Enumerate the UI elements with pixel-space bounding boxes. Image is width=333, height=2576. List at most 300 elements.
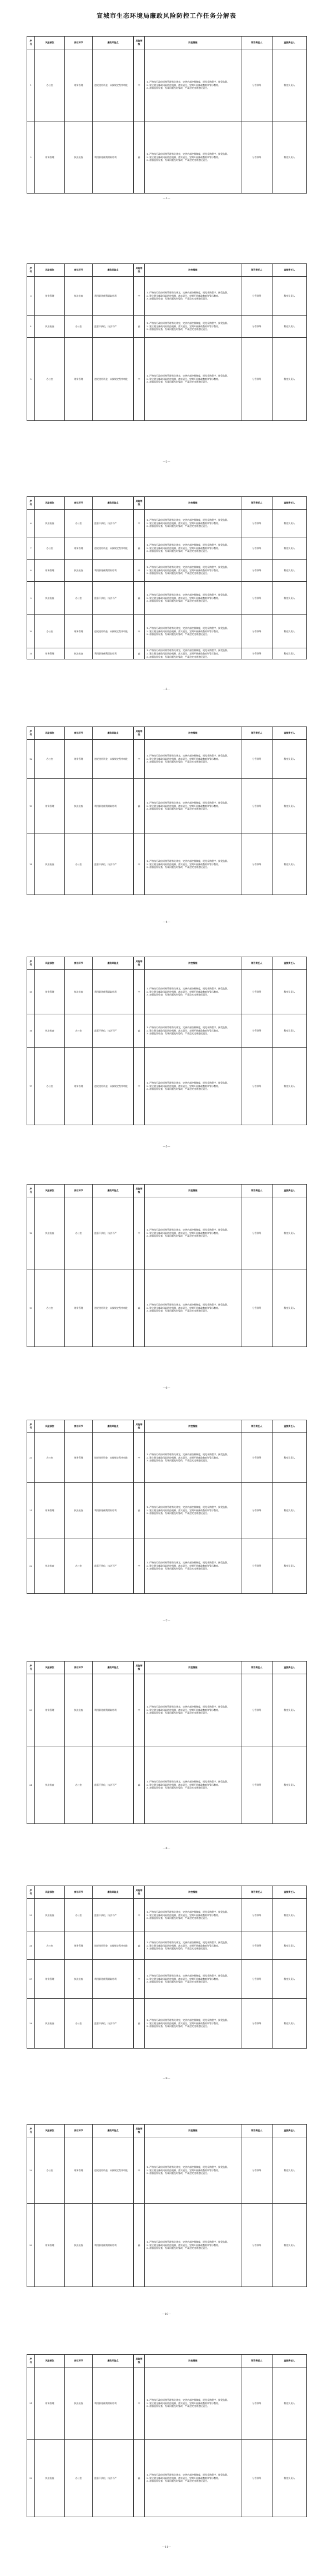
table-cell: 分管领导: [241, 560, 273, 582]
page-number: —4—: [163, 921, 170, 924]
measure-line: 3. 加强监督检查，发现问题及时整改，严肃追究违规违纪责任。: [147, 1917, 210, 1920]
table-cell: 中: [134, 1674, 145, 1746]
table-cell: [145, 648, 241, 659]
column-header: 岗位环节: [65, 1185, 93, 1197]
measure-line: 1. 严格执行政府采购管理有关规定，完善内部控制制度，规范采购程序，接受监督。: [147, 2473, 230, 2476]
measure-line: 3. 加强监督检查，发现问题及时整改，严肃追究违规违纪责任。: [147, 2172, 210, 2175]
table-cell: 中: [134, 49, 145, 121]
table-cell: [145, 510, 241, 537]
table-cell: 18: [27, 1197, 35, 1269]
column-header: 序号: [27, 37, 35, 49]
column-header: 直接责任人: [273, 1420, 307, 1433]
table-cell: 执法检查: [35, 1899, 65, 1932]
table-cell: 分管领导: [241, 2204, 273, 2287]
table-cell: [145, 970, 241, 1014]
measure-line: 3. 加强监督检查，发现问题及时整改，严肃追究违规违纪责任。: [147, 1980, 210, 1984]
table-cell: 财务管理: [65, 2137, 93, 2204]
table-cell: 财务管理: [65, 49, 93, 121]
risk-table: [27, 1886, 307, 2049]
column-header: 廉政风险点: [93, 957, 134, 970]
risk-table: [27, 726, 307, 895]
table-cell: 财务管理: [65, 615, 93, 648]
table-cell: 科室负责人: [273, 1197, 307, 1269]
table-cell: [145, 1538, 241, 1594]
column-header: 直接责任人: [273, 497, 307, 510]
table-cell: 分管领导: [241, 970, 273, 1014]
table-cell: 17: [27, 1048, 35, 1125]
measure-line: 3. 加强监督检查，发现问题及时整改，严肃追究违规违纪责任。: [147, 2480, 210, 2483]
column-header: 防控措施: [145, 1662, 241, 1674]
table-cell: 财务管理: [65, 1048, 93, 1125]
measure-line: 2. 建立健全廉政风险防控机制，落实责任，定期开展廉政教育和警示教育。: [147, 1306, 221, 1309]
table-cell: 违规使用资金，未按规定程序审批: [93, 49, 134, 121]
measure-line: 3. 加强监督检查，发现问题及时整改，严肃追究违规违纪责任。: [147, 525, 210, 528]
table-row: [27, 1483, 307, 1538]
table-cell: 15: [27, 970, 35, 1014]
table-cell: 分管领导: [241, 779, 273, 834]
measure-line: 1. 严格执行政府采购管理有关规定，完善内部控制制度，规范采购程序，接受监督。: [147, 593, 230, 596]
table-row: [27, 970, 307, 1014]
table-cell: 分管领导: [241, 2137, 273, 2204]
table-cell: [145, 1746, 241, 1824]
table-cell: 监管不到位，执法不严: [93, 834, 134, 895]
column-header: 岗位环节: [65, 2355, 93, 2367]
table-cell: 执法检查: [35, 1538, 65, 1594]
measure-line: 2. 建立健全廉政风险防控机制，落实责任，定期开展廉政教育和警示教育。: [147, 1708, 221, 1711]
measure-line: 3. 加强监督检查，发现问题及时整改，严肃追究违规违纪责任。: [147, 633, 210, 636]
table-cell: [145, 1483, 241, 1538]
column-header: 风险等级: [134, 1886, 145, 1899]
table-cell: 高: [134, 1269, 145, 1347]
table-cell: 监管不到位，执法不严: [93, 1746, 134, 1824]
measure-line: 3. 加强监督检查，发现问题及时整改，严肃追究违规违纪责任。: [147, 1567, 210, 1571]
measure-line: 1. 严格执行政府采购管理有关规定，完善内部控制制度，规范采购程序，接受监督。: [147, 1940, 230, 1944]
measure-line: 3. 加强监督检查，发现问题及时整改，严肃追究违规违纪责任。: [147, 1234, 210, 1238]
column-header: 风险部位: [35, 37, 65, 49]
column-header: 序号: [27, 1185, 35, 1197]
measure-line: 3. 加强监督检查，发现问题及时整改，严肃追究违规违纪责任。: [147, 159, 210, 162]
table-row: [27, 1999, 307, 2049]
measure-line: 1. 严格执行政府采购管理有关规定，完善内部控制制度，规范采购程序，接受监督。: [147, 1303, 230, 1306]
column-header: 防控措施: [145, 1185, 241, 1197]
column-header: 领导责任人: [241, 497, 273, 510]
page-number: —1—: [163, 197, 170, 200]
column-header: 领导责任人: [241, 957, 273, 970]
measure-line: 2. 建立健全廉政风险防控机制，落实责任，定期开展廉政教育和警示教育。: [147, 155, 221, 159]
table-cell: 办公室: [35, 338, 65, 421]
measure-line: 2. 建立健全廉政风险防控机制，落实责任，定期开展廉政教育和警示教育。: [147, 546, 221, 550]
table-cell: 财务管理: [35, 121, 65, 194]
page-number: —6—: [163, 1386, 170, 1390]
table-cell: 执法检查: [35, 510, 65, 537]
table-cell: 利用职务便利谋取私利: [93, 2204, 134, 2287]
table-cell: 科室负责人: [273, 338, 307, 421]
measure-line: 1. 严格执行政府采购管理有关规定，完善内部控制制度，规范采购程序，接受监督。: [147, 2165, 230, 2168]
table-cell: 分管领导: [241, 1014, 273, 1048]
table-cell: [145, 2204, 241, 2287]
table-cell: 科室负责人: [273, 560, 307, 582]
table-row: [27, 1674, 307, 1746]
table-cell: 执法检查: [35, 1746, 65, 1824]
table-row: [27, 1899, 307, 1932]
column-header: 直接责任人: [273, 264, 307, 277]
column-header: 领导责任人: [241, 37, 273, 49]
table-cell: 21: [27, 1483, 35, 1538]
measure-line: 3. 加强监督检查，发现问题及时整改，严肃追究违规违纪责任。: [147, 1786, 210, 1790]
column-header: 序号: [27, 2125, 35, 2137]
table-cell: 科室负责人: [273, 1483, 307, 1538]
table-cell: 执法检查: [35, 1197, 65, 1269]
table-cell: 科室负责人: [273, 277, 307, 316]
measure-line: 3. 加强监督检查，发现问题及时整改，严肃追究违规违纪责任。: [147, 599, 210, 603]
table-row: [27, 779, 307, 834]
table-cell: 办公室: [65, 1014, 93, 1048]
table-cell: 办公室: [35, 1932, 65, 1960]
column-header: 防控措施: [145, 1886, 241, 1899]
risk-table: [27, 957, 307, 1125]
table-cell: 11: [27, 648, 35, 659]
table-cell: 利用职务便利谋取私利: [93, 277, 134, 316]
table-cell: 中: [134, 740, 145, 779]
column-header: 风险部位: [35, 497, 65, 510]
column-header: 岗位环节: [65, 1662, 93, 1674]
table-cell: 分管领导: [241, 740, 273, 779]
table-cell: 4: [27, 316, 35, 338]
measure-line: 3. 加强监督检查，发现问题及时整改，严肃追究违规违纪责任。: [147, 1309, 210, 1313]
table-cell: 32: [27, 2440, 35, 2517]
column-header: 廉政风险点: [93, 264, 134, 277]
table-row: [27, 510, 307, 537]
column-header: 直接责任人: [273, 2125, 307, 2137]
measure-line: 1. 严格执行政府采购管理有关规定，完善内部控制制度，规范采购程序，接受监督。: [147, 2018, 230, 2021]
table-cell: 监管不到位，执法不严: [93, 510, 134, 537]
table-cell: 中: [134, 970, 145, 1014]
column-header: 序号: [27, 1662, 35, 1674]
table-cell: 执法检查: [65, 1674, 93, 1746]
measure-line: 2. 建立健全廉政风险防控机制，落实责任，定期开展廉政教育和警示教育。: [147, 990, 221, 993]
table-cell: 中: [134, 338, 145, 421]
table-row: [27, 1269, 307, 1347]
table-cell: 办公室: [65, 1197, 93, 1269]
table-cell: [145, 560, 241, 582]
measure-line: 3. 加强监督检查，发现问题及时整改，严肃追究违规违纪责任。: [147, 87, 210, 90]
column-header: 领导责任人: [241, 1185, 273, 1197]
measure-line: 2. 建立健全廉政风险防控机制，落实责任，定期开展廉政教育和警示教育。: [147, 1084, 221, 1088]
measure-line: 2. 建立健全廉政风险防控机制，落实责任，定期开展廉政教育和警示教育。: [147, 2168, 221, 2172]
table-cell: 中: [134, 1048, 145, 1125]
column-header: 岗位环节: [65, 2125, 93, 2137]
page-number: —3—: [163, 688, 170, 691]
measure-line: 1. 严格执行政府采购管理有关规定，完善内部控制制度，规范采购程序，接受监督。: [147, 374, 230, 377]
table-cell: 执法检查: [65, 2367, 93, 2440]
measure-line: 2. 建立健全廉政风险防控机制，落实责任，定期开展廉政教育和警示教育。: [147, 757, 221, 760]
table-cell: 分管领导: [241, 582, 273, 615]
table-cell: 财务管理: [65, 1932, 93, 1960]
table-row: [27, 1048, 307, 1125]
column-header: 直接责任人: [273, 1886, 307, 1899]
table-cell: 中: [134, 560, 145, 582]
measure-line: 1. 严格执行政府采购管理有关规定，完善内部控制制度，规范采购程序，接受监督。: [147, 152, 230, 155]
measure-line: 3. 加强监督检查，发现问题及时整改，严肃追究违规违纪责任。: [147, 380, 210, 384]
document-title: 宣城市生态环境局廉政风险防控工作任务分解表: [97, 12, 236, 19]
table-cell: 24: [27, 1746, 35, 1824]
table-cell: 财务管理: [35, 1960, 65, 1999]
table-cell: 分管领导: [241, 1483, 273, 1538]
table-cell: 财务管理: [35, 277, 65, 316]
measure-line: 2. 建立健全廉政风险防控机制，落实责任，定期开展廉政教育和警示教育。: [147, 629, 221, 633]
measure-line: 1. 严格执行政府采购管理有关规定，完善内部控制制度，规范采购程序，接受监督。: [147, 987, 230, 990]
column-header: 廉政风险点: [93, 2355, 134, 2367]
table-cell: 科室负责人: [273, 2367, 307, 2440]
table-cell: 高: [134, 779, 145, 834]
measure-line: 2. 建立健全廉政风险防控机制，落实责任，定期开展廉政教育和警示教育。: [147, 2476, 221, 2480]
measure-line: 1. 严格执行政府采购管理有关规定，完善内部控制制度，规范采购程序，接受监督。: [147, 1974, 230, 1977]
table-cell: 分管领导: [241, 834, 273, 895]
table-cell: 高: [134, 1999, 145, 2049]
table-cell: 监管不到位，执法不严: [93, 2440, 134, 2517]
table-cell: [145, 1932, 241, 1960]
column-header: 风险等级: [134, 37, 145, 49]
table-cell: 利用职务便利谋取私利: [93, 779, 134, 834]
table-cell: 分管领导: [241, 1433, 273, 1483]
measure-line: 2. 建立健全廉政风险防控机制，落实责任，定期开展廉政教育和警示教育。: [147, 521, 221, 525]
table-cell: 高: [134, 1746, 145, 1824]
table-cell: 财务管理: [35, 2367, 65, 2440]
table-cell: 科室负责人: [273, 582, 307, 615]
measure-line: 2. 建立健全廉政风险防控机制，落实责任，定期开展廉政教育和警示教育。: [147, 1508, 221, 1512]
table-cell: 财务管理: [35, 970, 65, 1014]
column-header: 廉政风险点: [93, 1886, 134, 1899]
table-cell: 利用职务便利谋取私利: [93, 560, 134, 582]
measure-line: 2. 建立健全廉政风险防控机制，落实责任，定期开展廉政教育和警示教育。: [147, 568, 221, 572]
table-cell: 财务管理: [65, 1433, 93, 1483]
table-cell: 违规使用资金，未按规定程序审批: [93, 1433, 134, 1483]
column-header: 序号: [27, 1420, 35, 1433]
measure-line: 3. 加强监督检查，发现问题及时整改，严肃追究违规违纪责任。: [147, 866, 210, 869]
table-cell: 监管不到位，执法不严: [93, 1899, 134, 1932]
measure-line: 1. 严格执行政府采购管理有关规定，完善内部控制制度，规范采购程序，接受监督。: [147, 1910, 230, 1913]
table-cell: 中: [134, 834, 145, 895]
column-header: 领导责任人: [241, 727, 273, 740]
measure-line: 2. 建立健全廉政风险防控机制，落实责任，定期开展廉政教育和警示教育。: [147, 377, 221, 380]
measure-line: 3. 加强监督检查，发现问题及时整改，严肃追究违规违纪责任。: [147, 2405, 210, 2408]
table-cell: 28: [27, 1999, 35, 2049]
column-header: 风险部位: [35, 1185, 65, 1197]
table-cell: 分管领导: [241, 1197, 273, 1269]
table-row: [27, 537, 307, 560]
table-cell: 科室负责人: [273, 2137, 307, 2204]
table-row: [27, 2137, 307, 2204]
table-cell: 分管领导: [241, 537, 273, 560]
risk-table: [27, 263, 307, 421]
measure-line: 2. 建立健全廉政风险防控机制，落实责任，定期开展廉政教育和警示教育。: [147, 2401, 221, 2405]
table-cell: 29: [27, 2137, 35, 2204]
table-cell: [145, 779, 241, 834]
table-cell: [145, 316, 241, 338]
measure-line: 2. 建立健全廉政风险防控机制，落实责任，定期开展廉政教育和警示教育。: [147, 1231, 221, 1234]
table-row: [27, 2440, 307, 2517]
page-number: —11—: [162, 2545, 171, 2549]
measure-line: 3. 加强监督检查，发现问题及时整改，严肃追究违规违纪责任。: [147, 572, 210, 575]
table-row: [27, 1014, 307, 1048]
measure-line: 3. 加强监督检查，发现问题及时整改，严肃追究违规违纪责任。: [147, 550, 210, 553]
measure-line: 1. 严格执行政府采购管理有关规定，完善内部控制制度，规范采购程序，接受监督。: [147, 565, 230, 568]
measure-line: 1. 严格执行政府采购管理有关规定，完善内部控制制度，规范采购程序，接受监督。: [147, 518, 230, 521]
table-cell: [145, 2367, 241, 2440]
table-cell: 科室负责人: [273, 648, 307, 659]
column-header: 领导责任人: [241, 264, 273, 277]
table-cell: 财务管理: [65, 338, 93, 421]
table-cell: [145, 740, 241, 779]
table-row: [27, 2204, 307, 2287]
table-cell: 办公室: [65, 316, 93, 338]
measure-line: 2. 建立健全廉政风险防控机制，落实责任，定期开展廉政教育和警示教育。: [147, 596, 221, 599]
table-cell: 办公室: [65, 1746, 93, 1824]
table-cell: 13: [27, 779, 35, 834]
table-cell: 监管不到位，执法不严: [93, 1999, 134, 2049]
table-cell: 科室负责人: [273, 510, 307, 537]
column-header: 廉政风险点: [93, 727, 134, 740]
measure-line: 2. 建立健全廉政风险防控机制，落实责任，定期开展廉政教育和警示教育。: [147, 1913, 221, 1917]
table-cell: [145, 1899, 241, 1932]
table-cell: 科室负责人: [273, 740, 307, 779]
column-header: 风险部位: [35, 2125, 65, 2137]
table-cell: 违规使用资金，未按规定程序审批: [93, 1269, 134, 1347]
table-cell: 中: [134, 2367, 145, 2440]
table-cell: 高: [134, 537, 145, 560]
table-cell: 监管不到位，执法不严: [93, 1014, 134, 1048]
table-cell: 科室负责人: [273, 49, 307, 121]
table-cell: 财务管理: [35, 560, 65, 582]
column-header: 风险部位: [35, 957, 65, 970]
risk-table: [27, 496, 307, 659]
column-header: 领导责任人: [241, 1420, 273, 1433]
table-cell: 科室负责人: [273, 970, 307, 1014]
column-header: 风险等级: [134, 957, 145, 970]
measure-line: 2. 建立健全廉政风险防控机制，落实责任，定期开展廉政教育和警示教育。: [147, 294, 221, 297]
measure-line: 1. 严格执行政府采购管理有关规定，完善内部控制制度，规范采购程序，接受监督。: [147, 801, 230, 804]
table-cell: 12: [27, 740, 35, 779]
table-cell: 监管不到位，执法不严: [93, 1538, 134, 1594]
table-cell: 办公室: [65, 1899, 93, 1932]
table-cell: 科室负责人: [273, 1899, 307, 1932]
table-cell: 科室负责人: [273, 1674, 307, 1746]
column-header: 直接责任人: [273, 727, 307, 740]
measure-line: 1. 严格执行政府采购管理有关规定，完善内部控制制度，规范采购程序，接受监督。: [147, 1228, 230, 1231]
risk-table: [27, 1661, 307, 1824]
risk-table: [27, 1420, 307, 1594]
table-cell: 科室负责人: [273, 121, 307, 194]
column-header: 防控措施: [145, 37, 241, 49]
measure-line: 3. 加强监督检查，发现问题及时整改，严肃追究违规违纪责任。: [147, 1947, 210, 1950]
table-cell: 高: [134, 582, 145, 615]
table-cell: 30: [27, 2204, 35, 2287]
table-cell: 执法检查: [65, 277, 93, 316]
column-header: 防控措施: [145, 497, 241, 510]
table-cell: [145, 537, 241, 560]
column-header: 防控措施: [145, 727, 241, 740]
measure-line: 2. 建立健全廉政风险防控机制，落实责任，定期开展廉政教育和警示教育。: [147, 804, 221, 807]
column-header: 序号: [27, 497, 35, 510]
column-header: 领导责任人: [241, 1662, 273, 1674]
measure-line: 1. 严格执行政府采购管理有关规定，完善内部控制制度，规范采购程序，接受监督。: [147, 291, 230, 294]
column-header: 风险等级: [134, 497, 145, 510]
page-number: —7—: [163, 1619, 170, 1623]
column-header: 风险部位: [35, 2355, 65, 2367]
table-cell: [145, 121, 241, 194]
table-cell: 利用职务便利谋取私利: [93, 1960, 134, 1999]
measure-line: 1. 严格执行政府采购管理有关规定，完善内部控制制度，规范采购程序，接受监督。: [147, 321, 230, 324]
column-header: 风险等级: [134, 1662, 145, 1674]
table-cell: 财务管理: [65, 740, 93, 779]
page-number: —2—: [163, 460, 170, 464]
column-header: 序号: [27, 264, 35, 277]
table-cell: 高: [134, 1932, 145, 1960]
table-cell: 分管领导: [241, 1746, 273, 1824]
table-cell: 执法检查: [65, 2204, 93, 2287]
table-cell: 执法检查: [35, 2440, 65, 2517]
table-cell: 执法检查: [65, 1483, 93, 1538]
table-row: [27, 1960, 307, 1999]
table-cell: 中: [134, 1960, 145, 1999]
table-cell: 违规使用资金，未按规定程序审批: [93, 1048, 134, 1125]
table-cell: [145, 834, 241, 895]
table-cell: 科室负责人: [273, 1932, 307, 1960]
column-header: 风险等级: [134, 727, 145, 740]
table-cell: 执法检查: [65, 560, 93, 582]
column-header: 廉政风险点: [93, 37, 134, 49]
table-cell: 中: [134, 2137, 145, 2204]
table-cell: 财务管理: [65, 537, 93, 560]
table-cell: 执法检查: [35, 316, 65, 338]
table-cell: 3: [27, 277, 35, 316]
table-cell: [145, 2137, 241, 2204]
table-cell: 5: [27, 338, 35, 421]
table-cell: 高: [134, 1483, 145, 1538]
table-row: [27, 582, 307, 615]
table-cell: 违规使用资金，未按规定程序审批: [93, 740, 134, 779]
table-cell: 分管领导: [241, 615, 273, 648]
table-cell: 高: [134, 121, 145, 194]
measure-line: 1. 严格执行政府采购管理有关规定，完善内部控制制度，规范采购程序，接受监督。: [147, 754, 230, 757]
table-cell: 办公室: [35, 615, 65, 648]
table-cell: 分管领导: [241, 1960, 273, 1999]
measure-line: 1. 严格执行政府采购管理有关规定，完善内部控制制度，规范采购程序，接受监督。: [147, 649, 230, 652]
measure-line: 3. 加强监督检查，发现问题及时整改，严肃追究违规违纪责任。: [147, 655, 210, 658]
column-header: 岗位环节: [65, 727, 93, 740]
table-cell: 科室负责人: [273, 615, 307, 648]
risk-table: [27, 2124, 307, 2287]
table-cell: 科室负责人: [273, 1538, 307, 1594]
table-cell: 高: [134, 2440, 145, 2517]
table-cell: 办公室: [35, 1433, 65, 1483]
measure-line: 1. 严格执行政府采购管理有关规定，完善内部控制制度，规范采购程序，接受监督。: [147, 1081, 230, 1084]
table-cell: 分管领导: [241, 1932, 273, 1960]
measure-line: 3. 加强监督检查，发现问题及时整改，严肃追究违规违纪责任。: [147, 1032, 210, 1035]
table-cell: 监管不到位，执法不严: [93, 582, 134, 615]
column-header: 防控措施: [145, 2355, 241, 2367]
table-cell: 27: [27, 1960, 35, 1999]
measure-line: 3. 加强监督检查，发现问题及时整改，严肃追究违规违纪责任。: [147, 993, 210, 997]
table-cell: 7: [27, 537, 35, 560]
table-cell: 分管领导: [241, 1674, 273, 1746]
table-cell: 执法检查: [65, 1960, 93, 1999]
table-cell: 利用职务便利谋取私利: [93, 2367, 134, 2440]
table-cell: 分管领导: [241, 510, 273, 537]
table-cell: 利用职务便利谋取私利: [93, 648, 134, 659]
measure-line: 1. 严格执行政府采购管理有关规定，完善内部控制制度，规范采购程序，接受监督。: [147, 543, 230, 546]
table-row: [27, 49, 307, 121]
